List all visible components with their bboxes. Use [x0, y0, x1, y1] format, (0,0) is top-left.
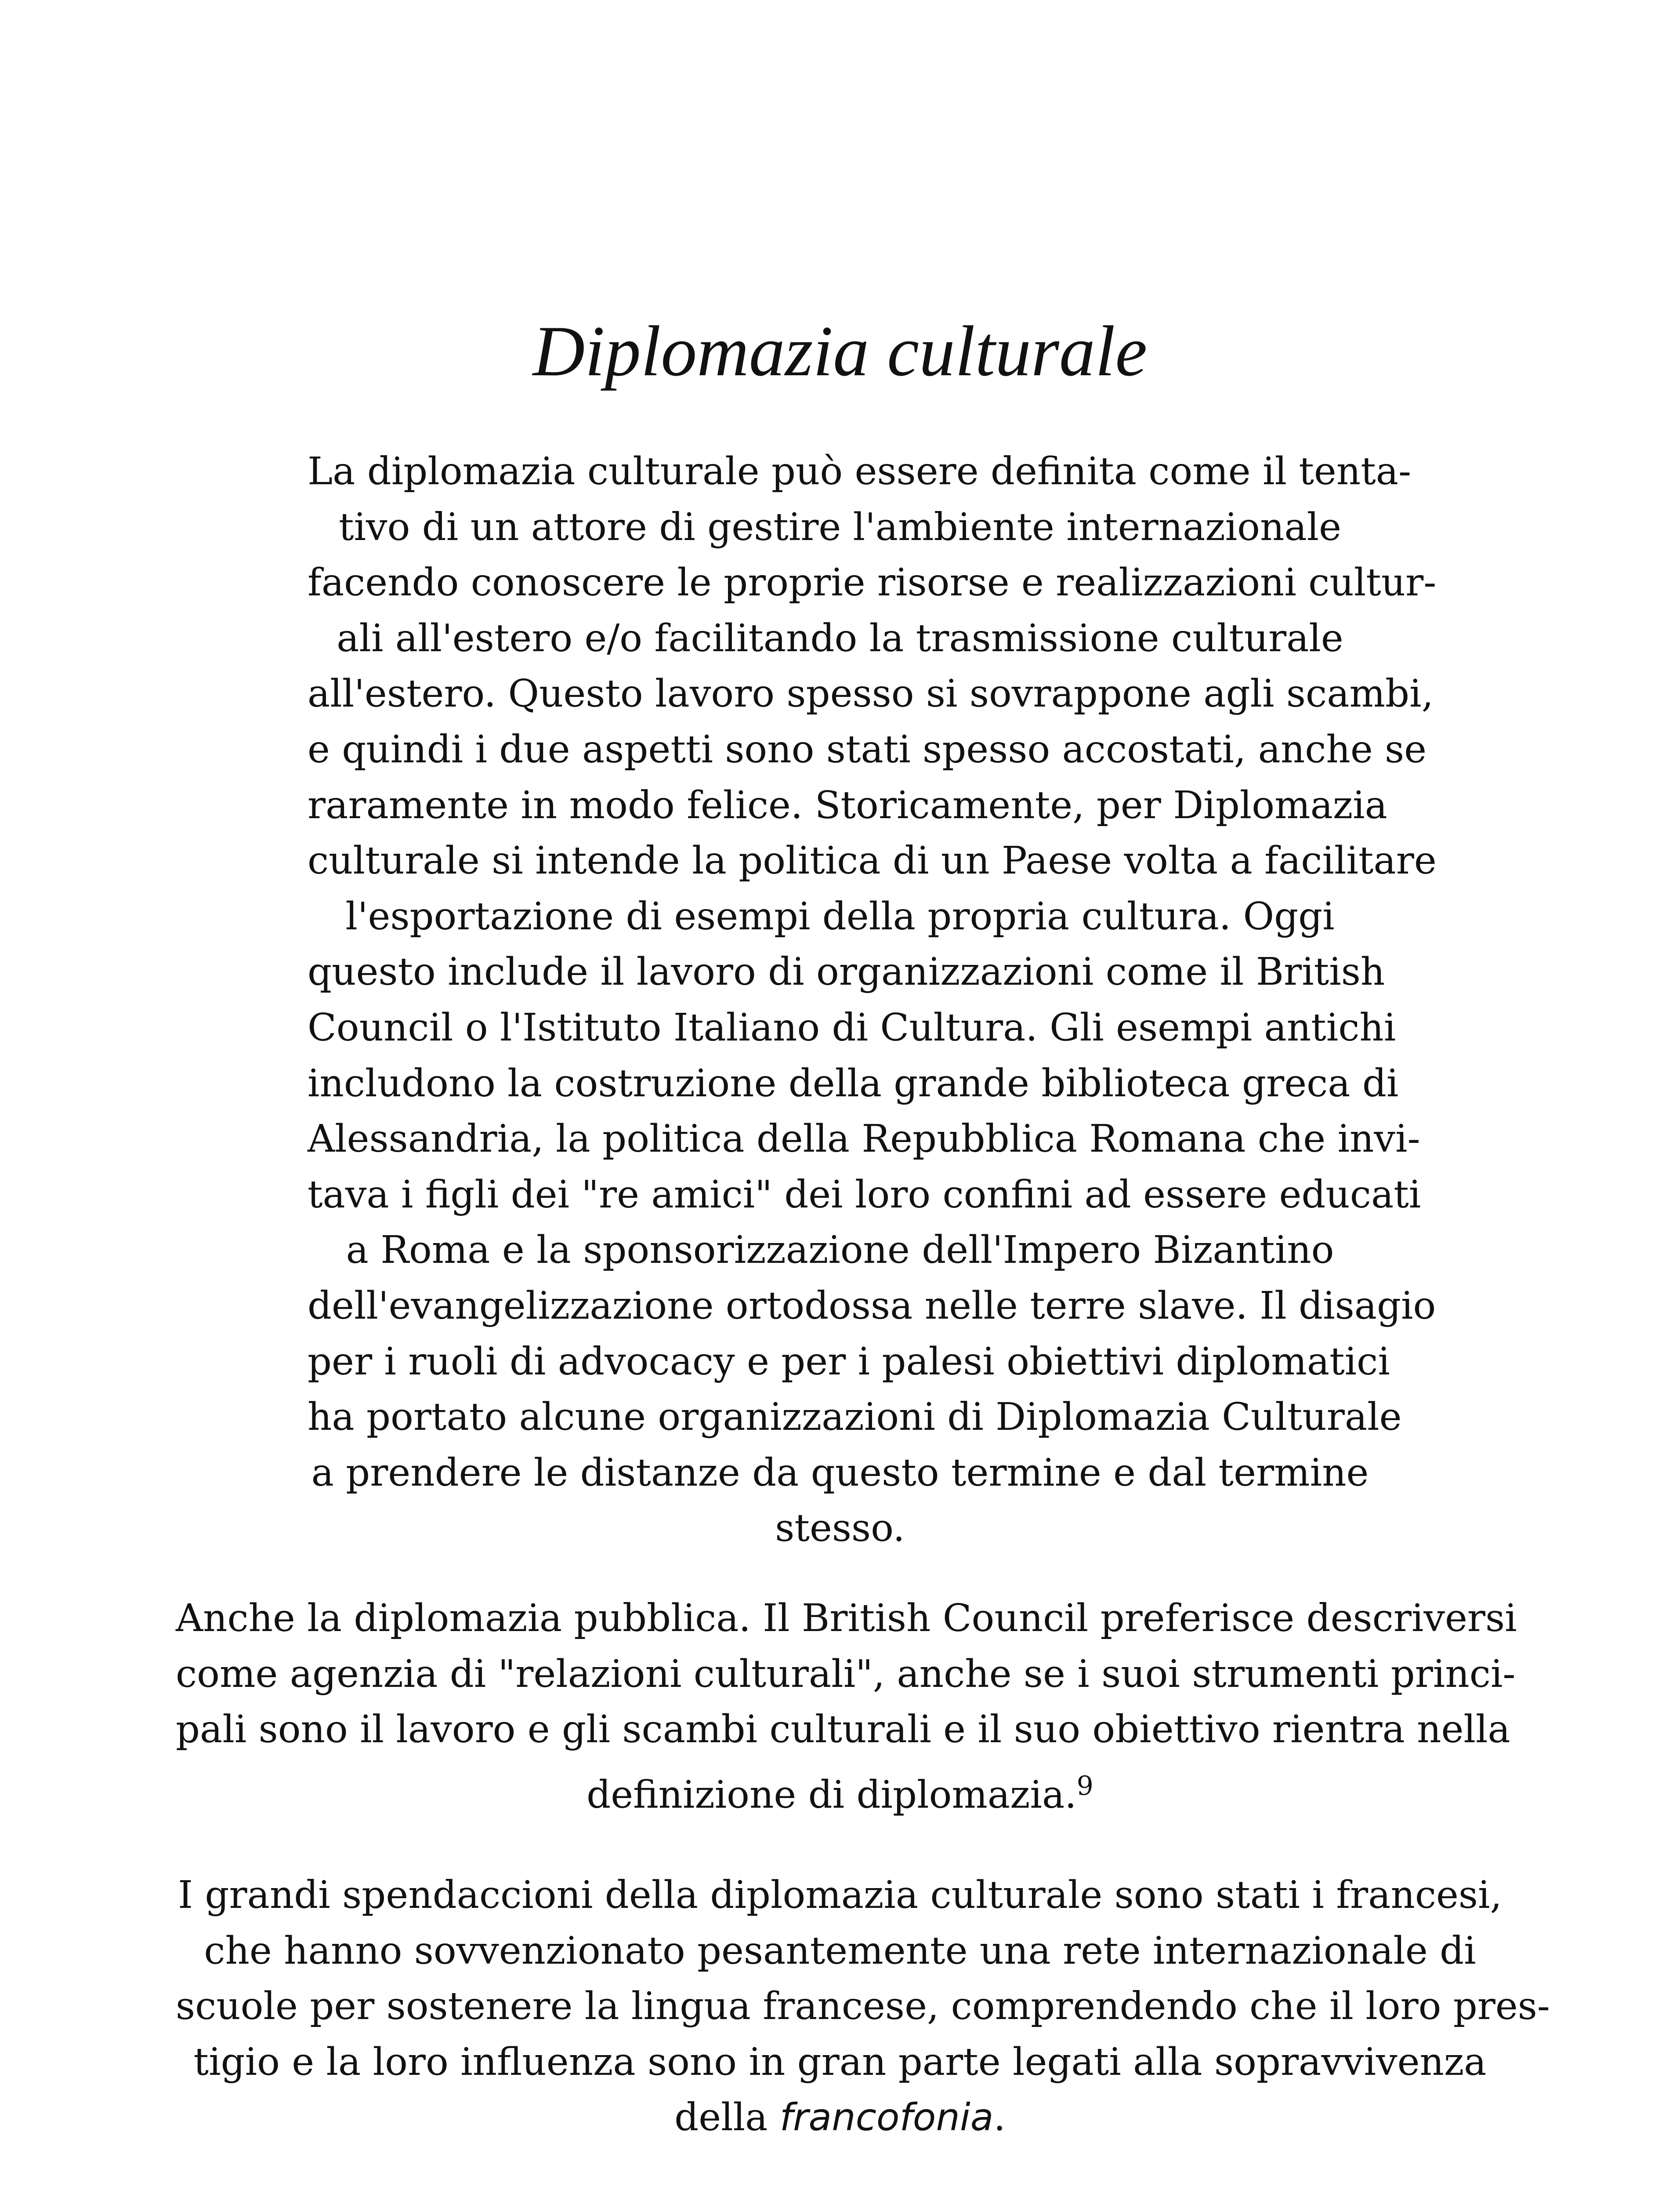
- text-line: come agenzia di "relazioni culturali", anche se i suoi strumenti princi-: [176, 1652, 1516, 1696]
- text-line: I grandi spendaccioni della diplomazia culturale sono stati i francesi,: [178, 1873, 1502, 1917]
- text-line: includono la costruzione della grande biblioteca greca di: [308, 1061, 1399, 1106]
- text-line: dell'evangelizzazione ortodossa nelle terre slave. Il disagio: [308, 1283, 1436, 1328]
- footnote-reference[interactable]: 9: [1076, 1770, 1093, 1802]
- text-line: [176, 1767, 1504, 1823]
- text-line: questo include il lavoro di organizzazioni come il British: [308, 950, 1385, 994]
- text-line: [176, 2090, 1504, 2146]
- text-line: Council o l'Istituto Italiano di Cultura. Gli esempi antichi: [308, 1005, 1396, 1050]
- text-fragment: della: [674, 2095, 780, 2140]
- text-line: culturale si intende la politica di un Paese volta a facilitare: [308, 839, 1437, 883]
- text-line: a prendere le distanze da questo termine e dal termine: [311, 1450, 1369, 1495]
- text-line: l'esportazione di esempi della propria cultura. Oggi: [345, 894, 1335, 939]
- text-line: pali sono il lavoro e gli scambi culturali e il suo obiettivo rientra nella: [176, 1708, 1510, 1752]
- paragraph-2: [176, 1591, 1517, 1823]
- text-line: La diplomazia culturale può essere definita come il tenta-: [308, 450, 1412, 493]
- text-line: e quindi i due aspetti sono stati spesso accostati, anche se: [308, 727, 1427, 772]
- text-line: Anche la diplomazia pubblica. Il British Council preferisce descriversi: [176, 1596, 1517, 1640]
- text-line: tivo di un attore di gestire l'ambiente internazionale: [338, 505, 1342, 549]
- text-line: ali all'estero e/o facilitando la trasmissione culturale: [337, 616, 1343, 660]
- text-line: all'estero. Questo lavoro spesso si sovrappone agli scambi,: [308, 672, 1434, 716]
- paragraph-1: [308, 444, 1437, 1556]
- text-line: tigio e la loro influenza sono in gran parte legati alla sopravvivenza: [193, 2040, 1487, 2084]
- text-fragment: .: [993, 2095, 1006, 2140]
- text-line: raramente in modo felice. Storicamente, per Diplomazia: [308, 783, 1387, 827]
- text-fragment: definizione di diplomazia.: [587, 1773, 1077, 1817]
- text-line: tava i figli dei "re amici" dei loro confini ad essere educati: [308, 1172, 1421, 1217]
- text-line: a Roma e la sponsorizzazione dell'Impero Bizantino: [346, 1228, 1334, 1273]
- page-title: Diplomazia culturale: [532, 312, 1148, 391]
- text-line: per i ruoli di advocacy e per i palesi obiettivi diplomatici: [308, 1339, 1390, 1384]
- emphasized-term: francofonia: [779, 2095, 994, 2140]
- paragraph-3: [176, 1867, 1550, 2146]
- text-line: stesso.: [775, 1506, 905, 1551]
- text-line: scuole per sostenere la lingua francese, comprendendo che il loro pres-: [176, 1984, 1550, 2029]
- text-line: Alessandria, la politica della Repubblica Romana che invi-: [308, 1117, 1420, 1161]
- text-line: facendo conoscere le proprie risorse e realizzazioni cultur-: [308, 561, 1437, 605]
- text-line: ha portato alcune organizzazioni di Diplomazia Culturale: [308, 1395, 1402, 1439]
- text-line: che hanno sovvenzionato pesantemente una rete internazionale di: [204, 1929, 1476, 1973]
